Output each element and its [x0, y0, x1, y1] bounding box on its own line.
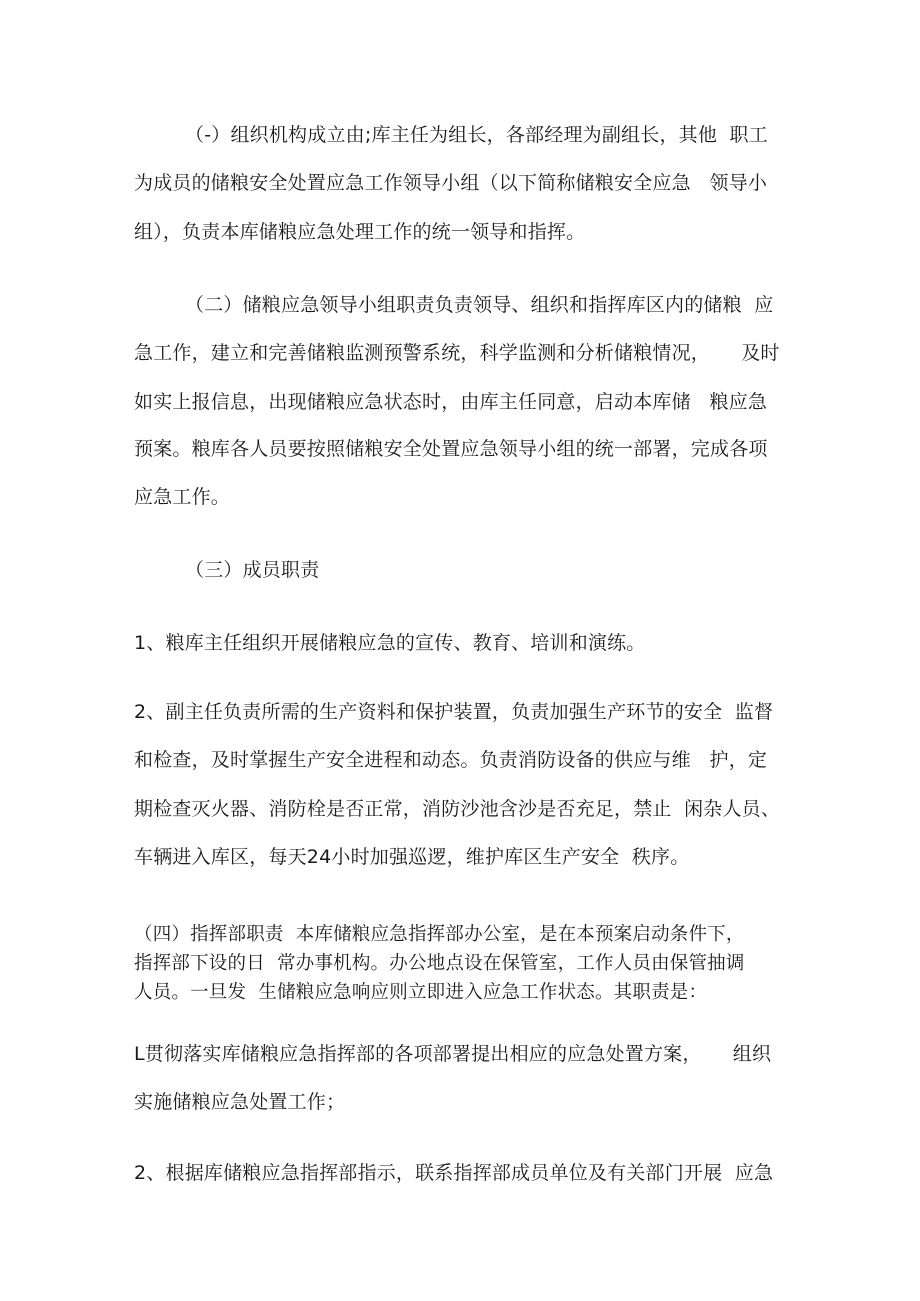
section2-line-3: 如实上报信息，出现储粮应急状态时，由库主任同意，启动本库储 粮应急 — [134, 391, 768, 413]
section3-item2-line-4: 车辆进入库区，每天24小时加强巡逻，维护库区生产安全 秩序。 — [134, 846, 690, 868]
section2-line-5: 应急工作。 — [134, 486, 231, 508]
section4-item1-line-1: L贯彻落实库储粮应急指挥部的各项部署提出相应的应急处置方案， 组织 — [134, 1043, 772, 1065]
section2-line-2: 急工作，建立和完善储粮监测预警系统，科学监测和分析储粮情况， 及时 — [134, 342, 780, 364]
section3-item2-line-1: 2、副主任负责所需的生产资料和保护装置，负责加强生产环节的安全 监督 — [134, 701, 774, 723]
section3-item1-line-1: 1、粮库主任组织开展储粮应急的宣传、教育、培训和演练。 — [134, 632, 646, 654]
section1-line-1: （-）组织机构成立由;库主任为组长，各部经理为副组长，其他 职工 — [185, 124, 768, 146]
section4-line-2: 指挥部下设的日 常办事机构。办公地点设在保管室，工作人员由保管抽调 — [134, 953, 745, 974]
section4-line-3: 人员。一旦发 生储粮应急响应则立即进入应急工作状态。其职责是： — [134, 982, 708, 1003]
section3-item2-line-3: 期检查灭火器、消防栓是否正常，消防沙池含沙是否充足，禁止 闲杂人员、 — [134, 798, 781, 820]
section1-line-3: 组），负责本库储粮应急处理工作的统一领导和指挥。 — [134, 221, 586, 243]
section3-item2-line-2: 和检查，及时掌握生产安全进程和动态。负责消防设备的供应与维 护，定 — [134, 749, 768, 771]
section4-item1-line-2: 实施储粮应急处置工作； — [134, 1091, 346, 1113]
section3-heading: （三）成员职责 — [185, 559, 320, 581]
section4-line-1: （四）指挥部职责 本库储粮应急指挥部办公室，是在本预案启动条件下， — [134, 924, 745, 945]
section2-line-4: 预案。粮库各人员要按照储粮安全处置应急领导小组的统一部署，完成各项 — [134, 438, 768, 460]
section4-item2-line-1: 2、根据库储粮应急指挥部指示，联系指挥部成员单位及有关部门开展 应急 — [134, 1162, 774, 1184]
section1-line-2: 为成员的储粮安全处置应急工作领导小组（以下简称储粮安全应急 领导小 — [134, 172, 768, 194]
section2-line-1: （二）储粮应急领导小组职责负责领导、组织和指挥库区内的储粮 应 — [185, 294, 774, 316]
